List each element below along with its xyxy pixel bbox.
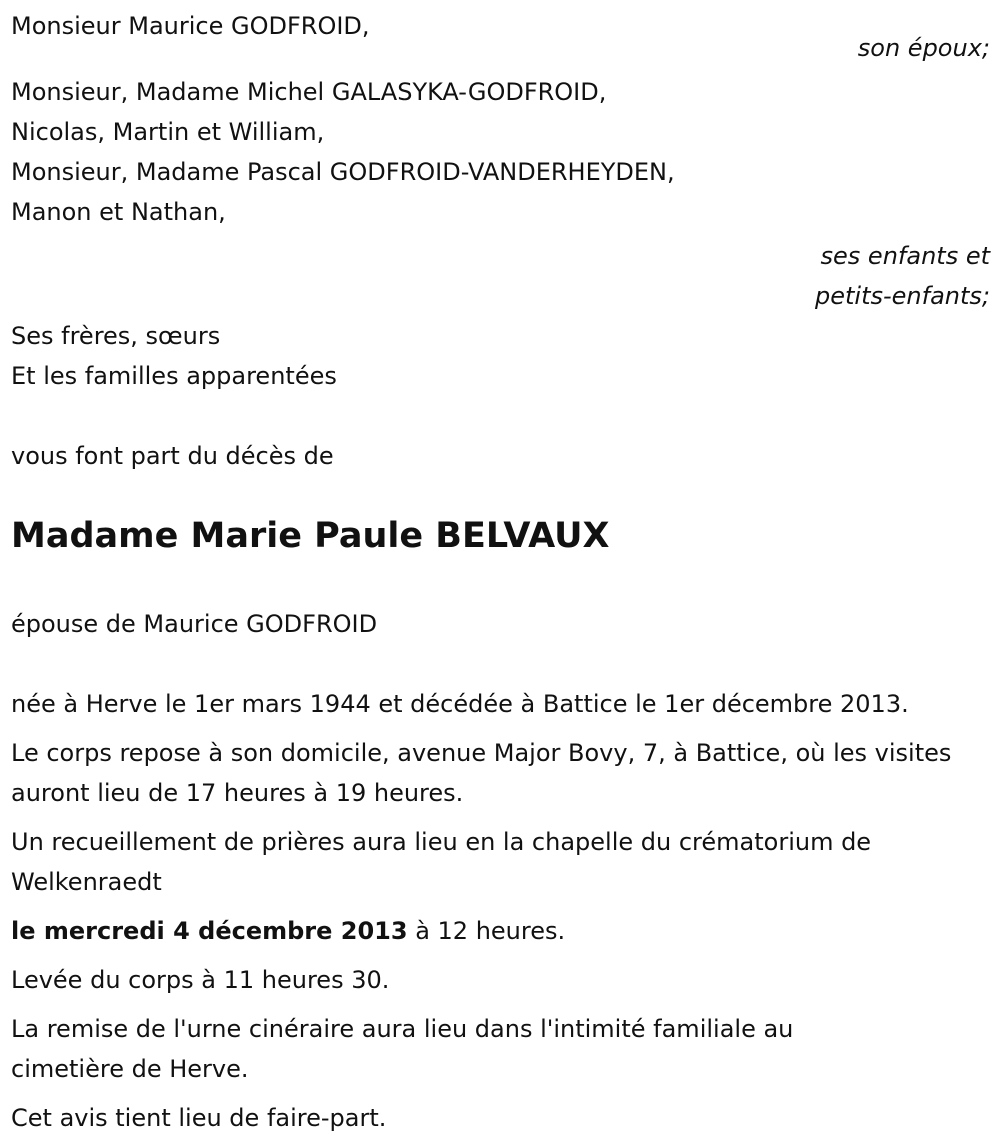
spouse-name: Monsieur Maurice GODFROID, — [11, 12, 370, 40]
body-rest-text: Le corps repose à son domicile, avenue Major Bovy, 7, à Battice, où les visites auront lieu de 17 heures à 19 heures. — [11, 739, 952, 807]
birth-death-text: née à Herve le 1er mars 1944 et décédée à Battice le 1er décembre 2013. — [11, 690, 909, 718]
siblings-line: Ses frères, sœurs — [11, 322, 221, 350]
urn-text: La remise de l'urne cinéraire aura lieu dans l'intimité familiale au cimetière de Herve. — [11, 1015, 794, 1083]
ceremony-date — [11, 911, 990, 951]
spouse-relation: son époux; — [857, 34, 990, 62]
announcement-text: vous font part du décès de — [11, 442, 334, 470]
deceased-name: Madame Marie Paule BELVAUX — [11, 516, 610, 556]
spouse-section — [11, 6, 990, 68]
details-section — [11, 684, 990, 1138]
siblings-section — [11, 316, 990, 396]
ceremony-date-bold: le mercredi 4 décembre 2013 — [11, 917, 408, 945]
levee-text: Levée du corps à 11 heures 30. — [11, 966, 390, 994]
spouse-of-text: épouse de Maurice GODFROID — [11, 610, 378, 638]
notice-text: Cet avis tient lieu de faire-part. — [11, 1104, 387, 1132]
ceremony-time: à 12 heures. — [407, 917, 566, 945]
children-line: Monsieur, Madame Michel GALASYKA-GODFROID, — [11, 78, 607, 106]
children-line: Manon et Nathan, — [11, 198, 226, 226]
children-line: Monsieur, Madame Pascal GODFROID-VANDERHEYDEN, — [11, 158, 675, 186]
children-line: Nicolas, Martin et William, — [11, 118, 325, 146]
children-relation: petits-enfants; — [815, 282, 990, 310]
siblings-line: Et les familles apparentées — [11, 362, 337, 390]
children-relation: ses enfants et — [820, 242, 990, 270]
children-section — [11, 72, 990, 316]
prayer-text: Un recueillement de prières aura lieu en la chapelle du crématorium de Welkenraedt — [11, 828, 872, 896]
